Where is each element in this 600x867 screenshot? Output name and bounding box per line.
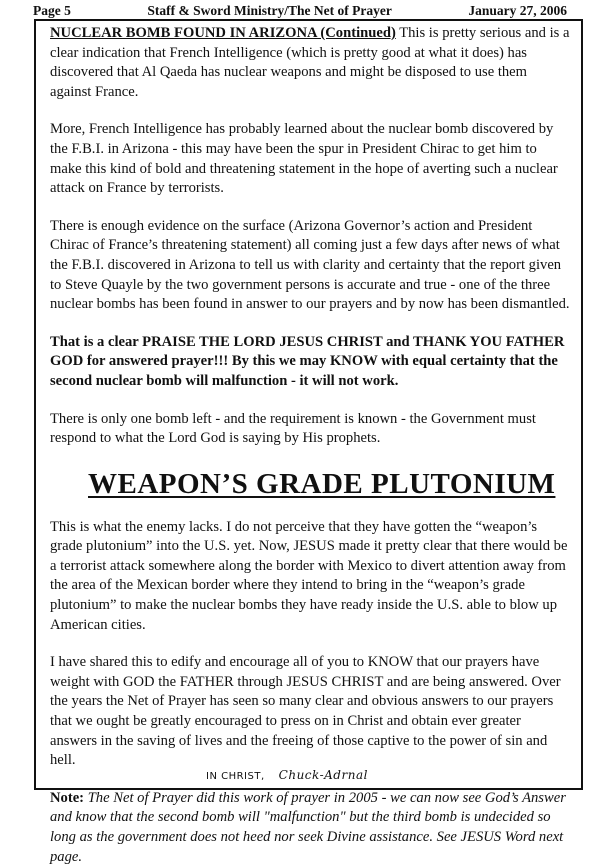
continued-section-title: NUCLEAR BOMB FOUND IN ARIZONA (Continued) xyxy=(50,25,396,41)
issue-date: January 27, 2006 xyxy=(468,3,567,18)
publication-title: Staff & Sword Ministry/The Net of Prayer xyxy=(147,3,392,18)
signature-closing: IN CHRIST, xyxy=(206,771,265,782)
paragraph-1 xyxy=(50,24,570,102)
paragraph-1-text: This is pretty serious and is a clear indication that French Intelligence (which is pretty good at what it does) has discovered that Al Qaeda has nuclear weapons and might be disposed to use them against France. xyxy=(50,25,570,100)
paragraph-3: There is enough evidence on the surface (Arizona Governor’s action and President Chirac of France’s threatening statement) all coming just a few days after news of what the F.B.I. discovered in Arizona to tell us with clarity and certainty that the report given to Steve Quayle by the two government persons is accurate and true - one of the three nuclear bombs has been found in answer to our prayers and by now has been dismantled. xyxy=(50,217,570,313)
page-number: Page 5 xyxy=(33,3,71,18)
note-text: The Net of Prayer did this work of prayer in 2005 - we can now see God’s Answer and know that the second bomb will "malfunction" but the third bomb is undecided so long as the government does not heed nor seek Divine assistance. See JESUS Word next page. xyxy=(50,789,566,865)
article-frame xyxy=(34,19,583,865)
praise-paragraph: That is a clear PRAISE THE LORD JESUS CHRIST and THANK YOU FATHER GOD for answered prayer!!! By this we may KNOW with equal certainty that the second nuclear bomb will malfunction - it will not work. xyxy=(50,333,565,389)
signature-name: Chuck-Adrnal xyxy=(278,768,368,782)
paragraph-7: I have shared this to edify and encourage all of you to KNOW that our prayers have weight with GOD the FATHER through JESUS CHRIST and are being answered. Over the years the Net of Prayer has seen so many clear and obvious answers to our prayers that we ought be greatly encouraged to press on in Christ and obtain ever greater answers in the saving of lives and the freeing of those captive to the power of sin and hell. xyxy=(50,654,561,769)
note-label: Note: xyxy=(50,789,85,806)
section-heading-plutonium: WEAPON’S GRADE PLUTONIUM xyxy=(88,467,556,500)
paragraph-2: More, French Intelligence has probably learned about the nuclear bomb discovered by the F.B.I. in Arizona - this may have been the spur in President Chirac to get him to make this kind of bold and threatening statement in the hope of averting such a nuclear attack on France by terrorists. xyxy=(50,121,558,197)
signature xyxy=(206,768,368,782)
note-paragraph xyxy=(50,789,570,867)
page-header xyxy=(33,3,567,19)
paragraph-5: There is only one bomb left - and the requirement is known - the Government must respond to what the Lord God is saying by His prophets. xyxy=(50,410,536,447)
paragraph-6: This is what the enemy lacks. I do not perceive that they have gotten the “weapon’s grade plutonium” into the U.S. yet. Now, JESUS made it pretty clear that there would be a terrorist attack somewhere along the border with Mexico to divert attention away from the area of the Mexican border where they intend to bring in the “weapon’s grade plutonium” to make the nuclear bombs they have ready inside the U.S. able to blow up American cities. xyxy=(50,518,568,633)
